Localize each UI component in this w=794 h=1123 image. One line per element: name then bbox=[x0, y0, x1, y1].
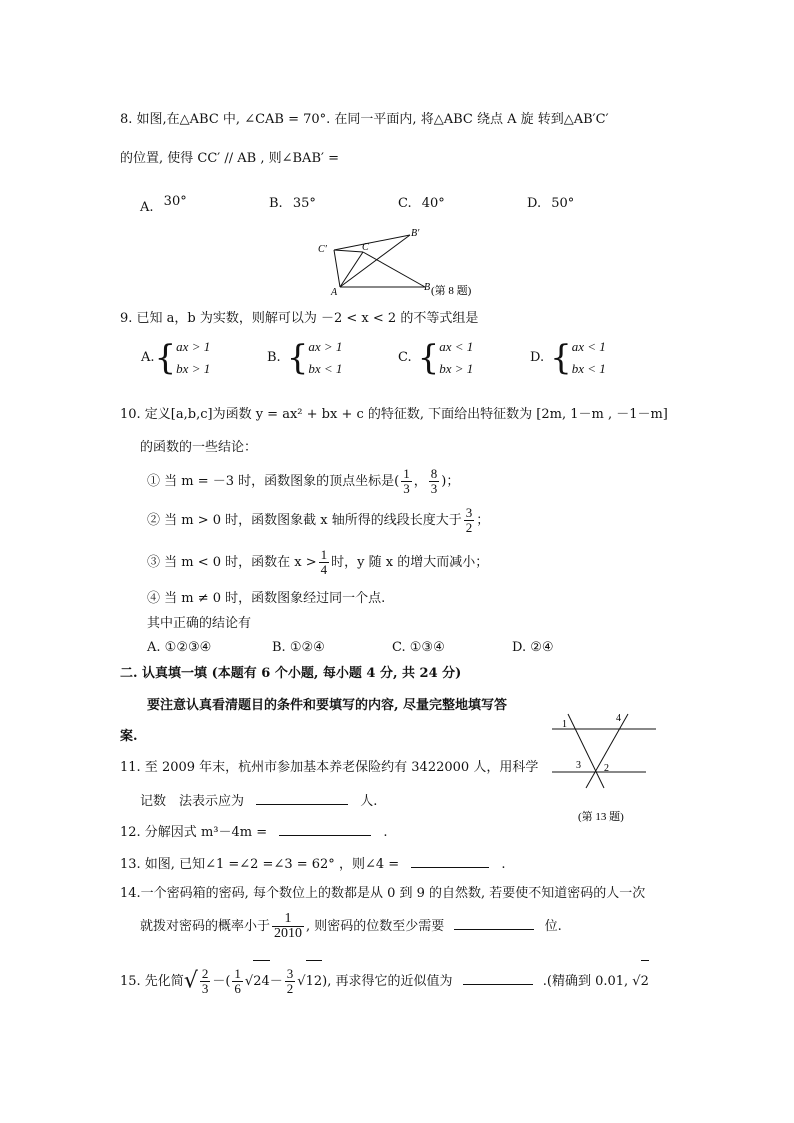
q10-option-c: C. ①③④ bbox=[392, 640, 445, 655]
q9-option-c: C. { ax < 1 bx > 1 bbox=[398, 338, 474, 378]
q8-label-a: A bbox=[331, 287, 338, 298]
q13-angle-1: 1 bbox=[562, 719, 567, 730]
q9-option-a: A.{ ax > 1 bx > 1 bbox=[141, 338, 211, 378]
q10-conclusion-4: ④ 当 m ≠ 0 时，函数图象经过同一个点. bbox=[147, 591, 386, 606]
q8-label-b-prime: B′ bbox=[411, 228, 420, 239]
q12-answer-blank[interactable] bbox=[279, 821, 371, 836]
q10-stem-line1: 10. 定义[a,b,c]为函数 y = ax² + bx + c 的特征数, 下面给出特征数为 [2m, 1－m , －1－m] bbox=[120, 407, 668, 422]
q13-answer-blank[interactable] bbox=[411, 853, 489, 868]
q8-option-d: D. 50° bbox=[527, 196, 575, 211]
q13-angle-2: 2 bbox=[604, 763, 609, 774]
q8-caption: (第 8 题) bbox=[431, 285, 472, 297]
q15-answer-blank[interactable] bbox=[463, 970, 533, 985]
q9-stem: 9. 已知 a，b 为实数，则解可以为 －2 < x < 2 的不等式组是 bbox=[120, 311, 479, 326]
q14-line1: 14.一个密码箱的密码, 每个数位上的数都是从 0 到 9 的自然数, 若要使不知道密码的人一次 bbox=[120, 886, 646, 901]
q8-option-c: C. 40° bbox=[398, 196, 445, 211]
q8-figure bbox=[310, 225, 490, 300]
q10-conclusion-2: ② 当 m > 0 时，函数图象截 x 轴所得的线段长度大于 $\frac{3}{2}$ ； bbox=[147, 505, 490, 535]
q13-caption: (第 13 题) bbox=[578, 811, 624, 823]
q11-line1: 11. 至 2009 年末，杭州市参加基本养老保险约有 3422000 人，用科学 bbox=[120, 760, 539, 775]
q10-stem-line2: 的函数的一些结论： bbox=[140, 440, 258, 455]
q8-label-c-prime: C′ bbox=[318, 244, 327, 255]
q13-angle-3: 3 bbox=[576, 760, 581, 771]
q13-line: 13. 如图, 已知∠1 =∠2 =∠3 = 62° ，则∠4 = . bbox=[120, 853, 506, 874]
q9-option-d: D. { ax < 1 bx < 1 bbox=[530, 338, 606, 378]
q10-conclusion-1: ① 当 m = －3 时，函数图象的顶点坐标是( $\frac{1}{3}$ ， $\frac{8}{3}$ )； bbox=[147, 466, 460, 496]
q9-option-b: B. { ax > 1 bx < 1 bbox=[267, 338, 343, 378]
section2-note-line2: 案. bbox=[120, 729, 138, 744]
q10-correct-prompt: 其中正确的结论有 bbox=[147, 616, 252, 631]
q14-answer-blank[interactable] bbox=[454, 915, 534, 930]
q8-stem-line1: 8. 如图,在△ABC 中, ∠CAB = 70°. 在同一平面内, 将△ABC 绕点 A 旋 转到△AB′C′ bbox=[120, 112, 609, 127]
q10-option-b: B. ①②④ bbox=[272, 640, 325, 655]
q10-conclusion-3: ③ 当 m < 0 时，函数在 x > $\frac{1}{4}$ 时，y 随 x 的增大而减小； bbox=[147, 547, 489, 577]
q11-line2: 记数 法表示应为 人. bbox=[140, 790, 377, 811]
q8-label-c: C bbox=[362, 242, 369, 253]
q10-option-a: A. ①②③④ bbox=[147, 640, 212, 655]
q8-option-b: B. 35° bbox=[269, 196, 316, 211]
q15-line: 15. 先化简√ $\frac{2}{3}$ －( $\frac{1}{6}$ √24－ $\frac{3}{2}$ √12), 再求得它的近似值为 .(精确到 0.01, √2 bbox=[120, 960, 649, 1002]
q13-angle-4: 4 bbox=[616, 713, 621, 724]
q8-stem-line2: 的位置, 使得 CC′ // AB , 则∠BAB′ = bbox=[120, 151, 339, 166]
q13-figure bbox=[548, 710, 663, 830]
q14-line2: 就拨对密码的概率小于 $\frac{1}{2010}$ , 则密码的位数至少需要 位. bbox=[140, 911, 562, 941]
q10-option-d: D. ②④ bbox=[512, 640, 554, 655]
q8-option-a: A. 30° bbox=[140, 194, 187, 215]
q11-answer-blank[interactable] bbox=[256, 790, 348, 805]
section2-note-line1: 要注意认真看清题目的条件和要填写的内容, 尽量完整地填写答 bbox=[147, 698, 508, 713]
q8-label-b: B bbox=[424, 282, 431, 293]
q12-line: 12. 分解因式 m³－4m = . bbox=[120, 821, 388, 842]
section2-heading: 二. 认真填一填 (本题有 6 个小题, 每小题 4 分, 共 24 分) bbox=[120, 666, 462, 681]
